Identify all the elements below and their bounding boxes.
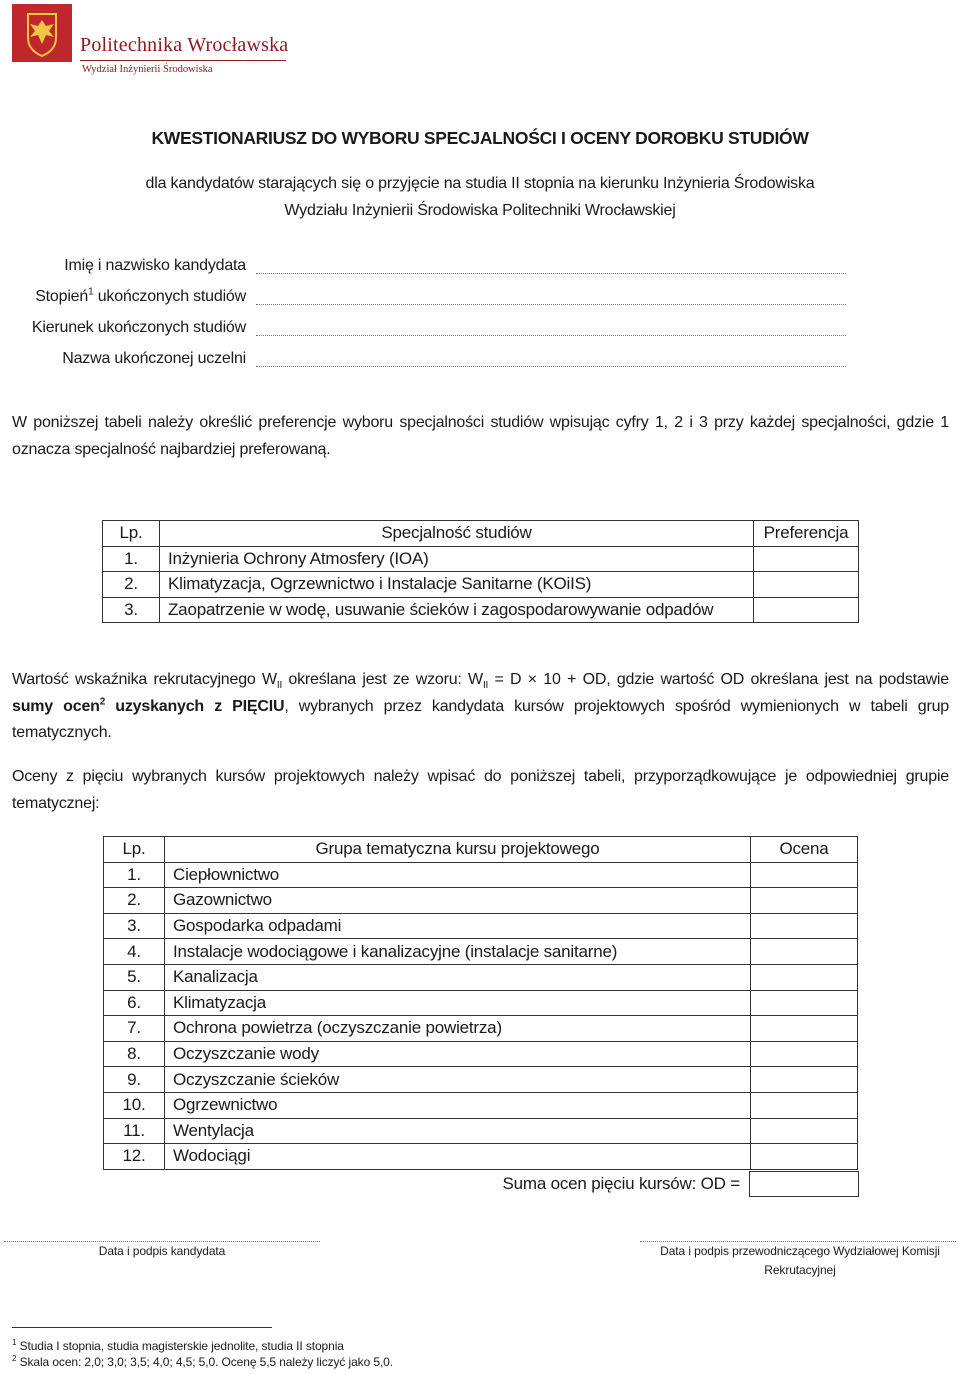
header-lp: Lp. bbox=[104, 837, 165, 863]
sum-input[interactable] bbox=[749, 1171, 859, 1197]
university-label: Nazwa ukończonej uczelni bbox=[62, 350, 246, 367]
grade-input[interactable] bbox=[751, 964, 858, 990]
header-specialty: Specjalność studiów bbox=[160, 521, 754, 547]
row-lp: 9. bbox=[104, 1067, 165, 1093]
faculty-name: Wydział Inżynierii Środowiska bbox=[82, 64, 213, 75]
formula-paragraph: Wartość wskaźnika rekrutacyjnego $W_{II}$ określana jest ze wzoru: $W_{II} = D \times 10$ + OD, gdzie wartość OD określana jest na podstawie sumy ocen$^2$ uzyskanych z PIĘCIU, wybranych przez kandydata kursów projektowych spośród wymienionych w tabeli grup tematycznych. bbox=[12, 671, 949, 741]
row-course-group: Instalacje wodociągowe i kanalizacyjne (instalacje sanitarne) bbox=[165, 939, 751, 965]
table-row bbox=[103, 572, 859, 598]
grade-input[interactable] bbox=[751, 1118, 858, 1144]
row-lp: 1. bbox=[103, 546, 160, 572]
row-specialty: Zaopatrzenie w wodę, usuwanie ścieków i zagospodarowywanie odpadów bbox=[160, 597, 754, 623]
degree-label: Stopień$^1$ ukończonych studiów bbox=[35, 286, 246, 305]
grade-input[interactable] bbox=[751, 913, 858, 939]
row-lp: 6. bbox=[104, 990, 165, 1016]
footnote-2: $^2$ Skala ocen: 2,0; 3,0; 3,5; 4,0; 4,5; 5,0. Ocenę 5,5 należy liczyć jako 5,0. bbox=[12, 1354, 393, 1369]
row-lp: 11. bbox=[104, 1118, 165, 1144]
grade-input[interactable] bbox=[751, 990, 858, 1016]
grade-input[interactable] bbox=[751, 939, 858, 965]
grade-input[interactable] bbox=[751, 1092, 858, 1118]
row-course-group: Wentylacja bbox=[165, 1118, 751, 1144]
row-course-group: Ciepłownictwo bbox=[165, 862, 751, 888]
table-row bbox=[104, 939, 858, 965]
table-header-row bbox=[104, 837, 858, 863]
table-row bbox=[104, 1118, 858, 1144]
table-row bbox=[104, 1041, 858, 1067]
grade-input[interactable] bbox=[751, 888, 858, 914]
grade-input[interactable] bbox=[751, 1016, 858, 1042]
page-title: KWESTIONARIUSZ DO WYBORU SPECJALNOŚCI I OCENY DOROBKU STUDIÓW bbox=[151, 128, 809, 148]
preference-input[interactable] bbox=[754, 572, 859, 598]
row-lp: 2. bbox=[103, 572, 160, 598]
header-course-group: Grupa tematyczna kursu projektowego bbox=[165, 837, 751, 863]
row-lp: 1. bbox=[104, 862, 165, 888]
table-row bbox=[104, 1067, 858, 1093]
eagle-emblem-icon bbox=[12, 4, 72, 62]
university-logo-emblem bbox=[12, 4, 72, 62]
grade-input[interactable] bbox=[751, 1144, 858, 1170]
committee-signature-label: Data i podpis przewodniczącego Wydziałowej Komisji Rekrutacyjnej bbox=[660, 1244, 940, 1277]
university-name: Politechnika Wrocławska bbox=[80, 34, 289, 56]
logo-divider bbox=[80, 60, 286, 61]
row-course-group: Oczyszczanie ścieków bbox=[165, 1067, 751, 1093]
row-course-group: Wodociągi bbox=[165, 1144, 751, 1170]
table-row bbox=[104, 913, 858, 939]
row-lp: 8. bbox=[104, 1041, 165, 1067]
table-row bbox=[103, 597, 859, 623]
preference-input[interactable] bbox=[754, 546, 859, 572]
row-course-group: Klimatyzacja bbox=[165, 990, 751, 1016]
row-lp: 3. bbox=[104, 913, 165, 939]
specialty-instructions: W poniższej tabeli należy określić preferencje wyboru specjalności studiów wpisując cyfry 1, 2 i 3 przy każdej specjalności, gdzie 1 oznacza specjalność najbardziej preferowaną. bbox=[12, 414, 949, 458]
candidate-signature-label: Data i podpis kandydata bbox=[98, 1244, 226, 1258]
row-specialty: Inżynieria Ochrony Atmosfery (IOA) bbox=[160, 546, 754, 572]
row-course-group: Kanalizacja bbox=[165, 964, 751, 990]
grade-input[interactable] bbox=[751, 862, 858, 888]
specialty-table bbox=[102, 520, 859, 623]
row-course-group: Oczyszczanie wody bbox=[165, 1041, 751, 1067]
grade-input[interactable] bbox=[751, 1067, 858, 1093]
grades-instructions: Oceny z pięciu wybranych kursów projektowych należy wpisać do poniższej tabeli, przyporządkowujące je odpowiedniej grupie tematycznej: bbox=[12, 768, 949, 812]
degree-field[interactable] bbox=[256, 304, 846, 305]
row-course-group: Gospodarka odpadami bbox=[165, 913, 751, 939]
row-lp: 4. bbox=[104, 939, 165, 965]
major-field[interactable] bbox=[256, 335, 846, 336]
subtitle-line-1: dla kandydatów starających się o przyjęcie na studia II stopnia na kierunku Inżynieria Środowiska bbox=[145, 175, 815, 192]
row-lp: 12. bbox=[104, 1144, 165, 1170]
table-row bbox=[104, 990, 858, 1016]
footnote-divider bbox=[12, 1327, 272, 1328]
subtitle-line-2: Wydziału Inżynierii Środowiska Politechniki Wrocławskiej bbox=[284, 202, 676, 219]
table-row bbox=[104, 862, 858, 888]
sum-label: Suma ocen pięciu kursów: OD = bbox=[502, 1174, 740, 1193]
university-field[interactable] bbox=[256, 366, 846, 367]
preference-input[interactable] bbox=[754, 597, 859, 623]
header-grade: Ocena bbox=[751, 837, 858, 863]
row-lp: 5. bbox=[104, 964, 165, 990]
header-preference: Preferencja bbox=[754, 521, 859, 547]
row-specialty: Klimatyzacja, Ogrzewnictwo i Instalacje Sanitarne (KOiIS) bbox=[160, 572, 754, 598]
footnote-1: $^1$ Studia I stopnia, studia magisterskie jednolite, studia II stopnia bbox=[12, 1338, 344, 1353]
table-row bbox=[104, 1016, 858, 1042]
row-lp: 7. bbox=[104, 1016, 165, 1042]
table-row bbox=[104, 964, 858, 990]
row-lp: 2. bbox=[104, 888, 165, 914]
header-lp: Lp. bbox=[103, 521, 160, 547]
courses-table bbox=[103, 836, 858, 1170]
table-header-row bbox=[103, 521, 859, 547]
table-row bbox=[104, 1092, 858, 1118]
row-lp: 10. bbox=[104, 1092, 165, 1118]
grade-input[interactable] bbox=[751, 1041, 858, 1067]
row-course-group: Ochrona powietrza (oczyszczanie powietrza) bbox=[165, 1016, 751, 1042]
name-label: Imię i nazwisko kandydata bbox=[64, 257, 246, 274]
table-row bbox=[104, 888, 858, 914]
table-row bbox=[104, 1144, 858, 1170]
row-course-group: Gazownictwo bbox=[165, 888, 751, 914]
row-course-group: Ogrzewnictwo bbox=[165, 1092, 751, 1118]
name-field[interactable] bbox=[256, 273, 846, 274]
table-row bbox=[103, 546, 859, 572]
row-lp: 3. bbox=[103, 597, 160, 623]
major-label: Kierunek ukończonych studiów bbox=[31, 319, 246, 336]
